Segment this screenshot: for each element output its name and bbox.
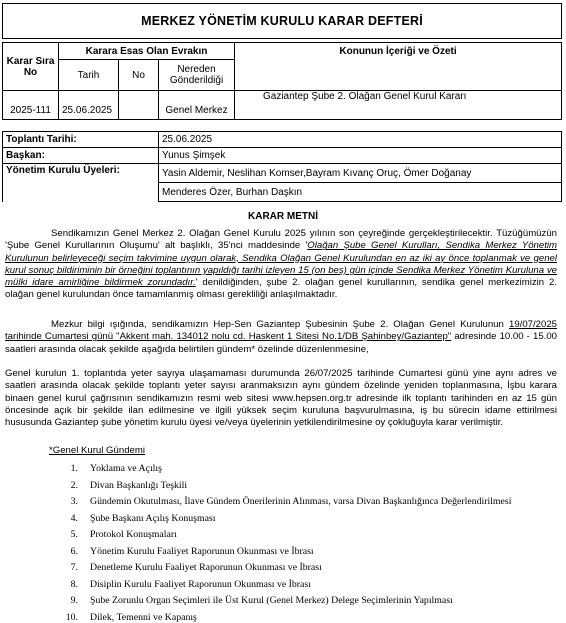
row-sira-no: 2025-111 (3, 91, 59, 120)
agenda-item-number: 5. (70, 529, 78, 540)
decision-header-table (2, 42, 562, 120)
p2-text-c: adresinde 10.00 - 15.00 saatleri arasında olacak şekilde aşağıda belirtilen gündem* özelinde düzenlenmesine, (5, 331, 557, 355)
col-tarih: Tarih (59, 60, 119, 91)
agenda-item (50, 546, 314, 557)
agenda-item-number: 10. (65, 611, 78, 623)
agenda-item (50, 579, 311, 590)
agenda-item-number: 6. (70, 545, 78, 557)
p2-text-address: 19/07/2025 tarihinde Cumartesi günü "Akkent mah. 134012 nolu cd. Haskent 1 Sitesi No.1/DB Şahinbey/Gaziantep" (5, 319, 557, 343)
karar-paragraph-3: Genel kurulun 1. toplantıda yeter sayıya ulaşamaması durumunda 26/07/2025 tarihinde Cumartesi günü yine aynı adres ve saatleri arasında olacak şekilde toplantı yeter sayısı aranmaksızın aynı gündem özelinde yeniden toplanmasına, İşbu karara binaen genel kurul çağrısının sendikamızın resmi web sitesi www.hepsen.org.tr adresinde ilk toplantı tarihinden en az 15 gün öncesinde açık bir şekilde ilan edilmesine ve ilgili yüksek seçim kuruluna başvurulmasına, iş bu sürecin idame ettirilmesi hususunda Gaziantep şube yönetim kurulu üyesi ve/veya üyelerinin yetkilendirilmesine oy çokluğuyla karar verilmiştir. (5, 368, 557, 429)
agenda-item (50, 463, 162, 474)
agenda-item-number: 3. (70, 496, 78, 507)
agenda-item-text: Divan Başkanlığı Teşkili (90, 479, 188, 491)
agenda-item (50, 513, 215, 524)
agenda-list (50, 463, 550, 621)
baskan-label: Başkan: (3, 148, 159, 164)
col-konu: Konunun İçeriği ve Özeti (235, 43, 562, 91)
agenda-item (50, 496, 511, 507)
agenda-item-text: Disiplin Kurulu Faaliyet Raporunun Okunması ve İbrası (90, 578, 311, 590)
agenda-item-number: 2. (70, 479, 78, 491)
karar-paragraph-1 (5, 228, 557, 302)
p2-text-a: Mezkur bilgi ışığında, sendikamızın Hep-Sen Gaziantep Şubesinin Şube 2. Olağan Genel Kurulunun (51, 319, 509, 330)
agenda-item-text: Gündemin Okutulması, İlave Gündem Önerilerinin Alınması, varsa Divan Başkanlığınca Değerlendirilmesi (90, 496, 512, 507)
row-no (119, 91, 159, 120)
karar-paragraph-2 (5, 319, 557, 356)
agenda-item (50, 562, 322, 573)
toplanti-label: Toplantı Tarihi: (3, 132, 159, 148)
row-tarih: 25.06.2025 (59, 91, 119, 120)
toplanti-value: 25.06.2025 (159, 132, 562, 148)
col-karara-esas: Karara Esas Olan Evrakın (59, 43, 235, 60)
agenda-item-text: Yönetim Kurulu Faaliyet Raporunun Okunması ve İbrası (90, 545, 314, 557)
col-no: No (119, 60, 159, 91)
agenda-item-text: Şube Başkanı Açılış Konuşması (90, 512, 216, 524)
meeting-info-table (2, 131, 562, 202)
agenda-item-number: 4. (70, 512, 78, 524)
yk-line2: Menderes Özer, Burhan Daşkın (159, 183, 562, 202)
baskan-value: Yunus Şimşek (159, 148, 562, 164)
agenda-item-text: Yoklama ve Açılış (90, 463, 162, 474)
agenda-item-text: Denetleme Kurulu Faaliyet Raporunun Okunması ve İbrası (90, 562, 322, 573)
yk-label: Yönetim Kurulu Üyeleri: (3, 164, 159, 202)
gundem-title: *Genel Kurul Gündemi (49, 445, 145, 456)
row-konu: Gaziantep Şube 2. Olağan Genel Kurul Kararı (235, 91, 562, 120)
agenda-item-number: 9. (70, 595, 78, 606)
agenda-item-number: 8. (70, 578, 78, 590)
p1-text-a: Sendikamızın Genel Merkez 2. Olağan Genel Kurulu 2025 yılının son çeyreğinde gerçekleştirilecektir. Tüzüğümüzün 'Şube Genel Kurullarının Oluşumu' alt başlıklı, 35'nci maddesinde ' (5, 228, 557, 252)
agenda-item-number: 1. (70, 463, 78, 474)
agenda-item (50, 480, 187, 491)
agenda-item-text: Dilek, Temenni ve Kapanış (90, 611, 197, 623)
col-karar-sira-no: Karar Sıra No (3, 43, 59, 91)
page-title: MERKEZ YÖNETİM KURULU KARAR DEFTERİ (2, 3, 562, 39)
agenda-item (50, 595, 453, 606)
p1-text-c: ' denildiğinden, şube 2. olağan genel kurullarının, sendika genel merkezimizin 2. olağan genel kurulundan önce tamamlanmış olması gerekliliği anlaşılmaktadır. (5, 277, 557, 301)
col-nereden: Nereden Gönderildiği (159, 60, 235, 91)
agenda-item (50, 529, 177, 540)
agenda-item-number: 7. (70, 562, 78, 573)
agenda-item-text: Şube Zorunlu Organ Seçimleri ile Üst Kurul (Genel Merkez) Delege Seçimlerinin Yapılması (90, 595, 453, 606)
agenda-item-text: Protokol Konuşmaları (90, 529, 177, 540)
karar-heading: KARAR METNİ (248, 211, 318, 222)
p1-text-quote: Olağan Şube Genel Kurulları, Sendika Merkez Yönetim Kurulunun belirleyeceği seçim takvimine uygun olarak, Sendika Olağan Genel Kurulundan en az iki ay önce toplanmak ve genel kurul sonuç bildiriminin bir örneğini toplantının yapıldığı tarihi izleyen 15 (on beş) gün içinde Sendika Merkez Yönetim Kuruluna ve mülki idare amirliğine bildirmek zorundadır. (5, 240, 558, 289)
row-nereden: Genel Merkez (159, 91, 235, 120)
yk-line1: Yasin Aldemir, Neslihan Komser,Bayram Kıvanç Oruç, Ömer Doğanay (159, 164, 562, 183)
